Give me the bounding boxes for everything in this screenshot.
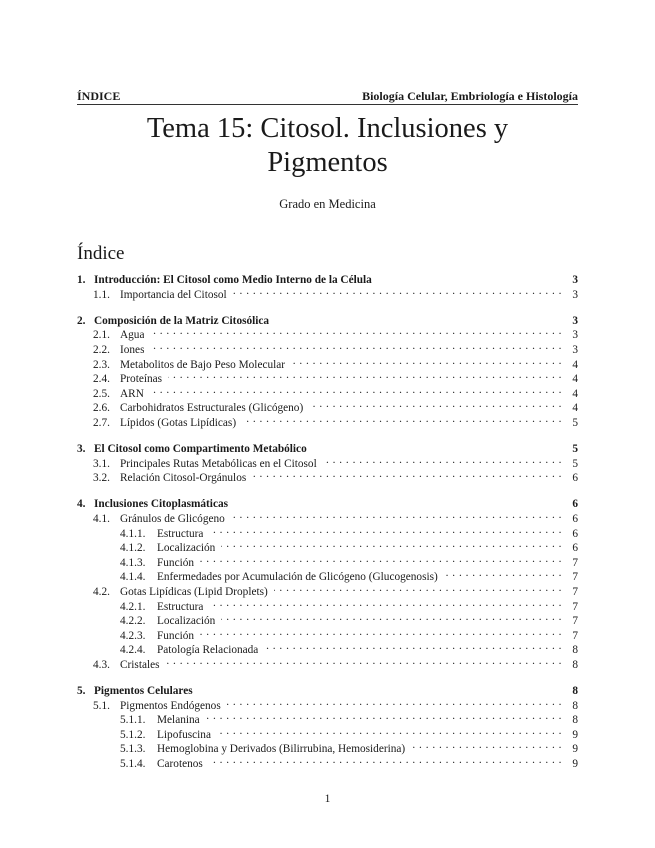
toc-entry-title: Carbohidratos Estructurales (Glicógeno)	[120, 402, 304, 415]
toc-entry[interactable]	[77, 699, 578, 713]
toc-entry[interactable]	[77, 401, 578, 415]
toc-entry-title: Hemoglobina y Derivados (Bilirrubina, Hemosiderina)	[157, 743, 406, 756]
toc-entry-title: Enfermedades por Acumulación de Glicógeno (Glucogenosis)	[157, 571, 438, 584]
toc-entry-number: 4.1.3.	[120, 556, 146, 569]
toc-entry[interactable]	[77, 658, 578, 672]
toc-dot-leader	[411, 742, 562, 752]
toc-entry-number: 3.1.	[93, 457, 110, 470]
toc-entry-title: Gránulos de Glicógeno	[120, 512, 225, 525]
toc-entry-title: El Citosol como Compartimento Metabólico	[94, 443, 307, 455]
toc-entry-number: 4.2.3.	[120, 629, 146, 642]
toc-dot-leader	[168, 372, 562, 382]
toc-entry-title: Iones	[120, 343, 145, 356]
toc-entry-number: 5.1.2.	[120, 728, 146, 741]
toc-entry-number: 4.2.	[93, 585, 110, 598]
toc-entry-number: 5.	[77, 685, 86, 697]
toc-entry[interactable]	[77, 541, 578, 555]
toc-dot-leader	[166, 658, 562, 668]
toc-entry-title: Localización	[157, 542, 216, 555]
toc-entry[interactable]	[77, 614, 578, 628]
toc-entry-title: Inclusiones Citoplasmáticas	[94, 498, 229, 511]
page-number: 1	[324, 793, 331, 805]
toc-entry-page: 8	[572, 658, 578, 671]
toc-dot-leader	[209, 600, 562, 610]
toc-dot-leader	[150, 343, 562, 353]
toc-entry-title: Función	[157, 629, 195, 642]
toc-entry-title: Pigmentos Celulares	[94, 685, 193, 697]
toc-entry[interactable]	[77, 273, 578, 287]
toc-entry[interactable]	[77, 328, 578, 342]
toc-entry-title: Localización	[157, 615, 216, 628]
toc-dot-leader	[444, 570, 562, 580]
toc-heading: Índice	[77, 243, 125, 264]
toc-entry-number: 4.3.	[93, 658, 110, 671]
toc-entry[interactable]	[77, 512, 578, 526]
toc-entry-number: 2.1.	[93, 329, 110, 342]
toc-entry[interactable]	[77, 358, 578, 372]
toc-entry[interactable]	[77, 497, 578, 511]
toc-dot-leader	[264, 643, 562, 653]
toc-entry[interactable]	[77, 556, 578, 570]
toc-entry[interactable]	[77, 570, 578, 584]
toc-entry-page: 8	[572, 685, 578, 697]
toc-entry-page: 4	[572, 373, 578, 386]
toc-entry-page: 9	[572, 743, 578, 756]
toc-entry-page: 7	[572, 629, 578, 642]
title-line-1: Tema 15: Citosol. Inclusiones y	[146, 113, 509, 144]
toc-entry-title: Principales Rutas Metabólicas en el Citosol	[120, 457, 317, 470]
toc-entry-number: 5.1.3.	[120, 743, 146, 756]
toc-entry[interactable]	[77, 471, 578, 485]
document-subtitle: Grado en Medicina	[279, 197, 376, 211]
toc-entry[interactable]	[77, 643, 578, 657]
toc-entry-page: 3	[572, 288, 578, 301]
toc-dot-leader	[200, 556, 562, 566]
toc-dot-leader	[274, 585, 562, 595]
toc-entry[interactable]	[77, 629, 578, 643]
table-of-contents	[77, 0, 578, 848]
toc-entry[interactable]	[77, 527, 578, 541]
toc-entry-number: 2.	[77, 314, 86, 327]
toc-entry-number: 4.1.	[93, 512, 110, 525]
toc-entry-page: 4	[572, 358, 578, 371]
toc-entry-title: Proteínas	[120, 373, 163, 386]
toc-entry[interactable]	[77, 372, 578, 386]
toc-entry[interactable]	[77, 442, 578, 456]
toc-entry-page: 3	[572, 274, 578, 286]
toc-dot-leader	[291, 358, 562, 368]
toc-entry-number: 1.1.	[93, 288, 110, 301]
toc-dot-leader	[252, 471, 562, 481]
toc-entry-page: 4	[572, 402, 578, 415]
toc-entry-number: 3.	[77, 443, 86, 455]
toc-entry[interactable]	[77, 757, 578, 771]
toc-dot-leader	[150, 328, 562, 338]
toc-entry-number: 4.2.2.	[120, 615, 146, 628]
toc-entry[interactable]	[77, 600, 578, 614]
toc-dot-leader	[209, 757, 562, 767]
toc-entry-title: Estructura	[157, 600, 204, 613]
toc-entry-number: 2.7.	[93, 416, 110, 429]
toc-entry-page: 6	[572, 498, 578, 511]
toc-entry-number: 4.	[77, 498, 86, 511]
toc-entry-page: 3	[572, 329, 578, 342]
toc-entry-page: 7	[572, 571, 578, 584]
toc-entry-title: Composición de la Matriz Citosólica	[94, 314, 270, 327]
toc-dot-leader	[200, 629, 562, 639]
toc-entry-page: 5	[572, 457, 578, 470]
toc-entry[interactable]	[77, 288, 578, 302]
toc-dot-leader	[234, 497, 562, 507]
toc-dot-leader	[221, 541, 562, 551]
toc-entry-page: 7	[572, 615, 578, 628]
toc-entry-title: Pigmentos Endógenos	[120, 699, 221, 712]
toc-entry-number: 2.5.	[93, 387, 110, 400]
toc-dot-leader	[209, 527, 562, 537]
toc-dot-leader	[233, 288, 562, 298]
toc-entry-title: Importancia del Citosol	[120, 288, 227, 301]
toc-entry-title: Función	[157, 556, 195, 569]
toc-entry-number: 2.6.	[93, 402, 110, 415]
toc-entry[interactable]	[77, 728, 578, 742]
toc-entry[interactable]	[77, 742, 578, 756]
toc-entry-title: Introducción: El Citosol como Medio Interno de la Célula	[94, 274, 372, 286]
toc-entry-number: 1.	[77, 274, 86, 286]
toc-entry-page: 7	[572, 585, 578, 598]
toc-entry-title: Carotenos	[157, 758, 203, 770]
header-left: ÍNDICE	[77, 89, 121, 103]
toc-entry-page: 6	[572, 542, 578, 555]
toc-entry-page: 5	[572, 416, 578, 429]
toc-entry-page: 3	[572, 314, 578, 327]
toc-entry[interactable]	[77, 416, 578, 430]
header-right: Biología Celular, Embriología e Histología	[362, 89, 578, 103]
toc-entry-page: 8	[572, 714, 578, 727]
toc-entry-title: Lípidos (Gotas Lipídicas)	[120, 416, 237, 429]
toc-dot-leader	[378, 273, 562, 283]
toc-entry[interactable]	[77, 713, 578, 727]
toc-dot-leader	[199, 684, 562, 694]
toc-entry-number: 2.2.	[93, 343, 110, 356]
toc-entry-title: Metabolitos de Bajo Peso Molecular	[120, 358, 286, 371]
toc-entry[interactable]	[77, 684, 578, 698]
toc-entry-page: 5	[572, 443, 578, 455]
toc-dot-leader	[275, 314, 562, 324]
toc-entry-page: 9	[572, 728, 578, 741]
toc-entry-title: ARN	[120, 387, 144, 400]
toc-entry[interactable]	[77, 585, 578, 599]
toc-entry-title: Estructura	[157, 527, 204, 540]
toc-entry-page: 6	[572, 527, 578, 540]
toc-entry-number: 4.2.4.	[120, 644, 146, 657]
toc-entry-number: 5.1.4.	[120, 758, 146, 770]
toc-entry-page: 8	[572, 644, 578, 657]
toc-entry-number: 4.1.1.	[120, 527, 146, 540]
toc-entry-number: 5.1.	[93, 699, 110, 712]
toc-dot-leader	[323, 457, 562, 467]
toc-dot-leader	[221, 614, 562, 624]
toc-entry-number: 2.3.	[93, 358, 110, 371]
toc-entry-title: Cristales	[120, 658, 160, 671]
toc-entry[interactable]	[77, 314, 578, 328]
toc-entry-number: 3.2.	[93, 472, 110, 485]
toc-entry-title: Melanina	[157, 714, 200, 727]
toc-entry-title: Lipofuscina	[157, 728, 211, 741]
toc-entry[interactable]	[77, 457, 578, 471]
toc-entry-number: 4.1.4.	[120, 571, 146, 584]
toc-entry-page: 4	[572, 387, 578, 400]
toc-entry[interactable]	[77, 343, 578, 357]
toc-dot-leader	[206, 713, 562, 723]
toc-dot-leader	[227, 699, 562, 709]
toc-entry-page: 6	[572, 472, 578, 485]
toc-dot-leader	[309, 401, 562, 411]
toc-dot-leader	[242, 416, 562, 426]
toc-dot-leader	[231, 512, 562, 522]
toc-entry-page: 7	[572, 600, 578, 613]
title-line-2: Pigmentos	[267, 147, 388, 178]
toc-entry-title: Patología Relacionada	[157, 644, 259, 657]
toc-entry-page: 7	[572, 556, 578, 569]
toc-entry-page: 9	[572, 758, 578, 770]
toc-entry-title: Relación Citosol-Orgánulos	[120, 472, 247, 485]
toc-entry-title: Agua	[120, 329, 145, 342]
toc-entry-page: 8	[572, 699, 578, 712]
toc-entry-number: 4.1.2.	[120, 542, 146, 555]
toc-entry-number: 5.1.1.	[120, 714, 146, 727]
toc-entry-title: Gotas Lipídicas (Lipid Droplets)	[120, 585, 268, 598]
toc-entry-page: 3	[572, 343, 578, 356]
toc-dot-leader	[150, 387, 562, 397]
toc-entry-number: 2.4.	[93, 373, 110, 386]
toc-dot-leader	[313, 442, 562, 452]
toc-entry[interactable]	[77, 387, 578, 401]
toc-entry-number: 4.2.1.	[120, 600, 146, 613]
toc-entry-page: 6	[572, 512, 578, 525]
toc-dot-leader	[217, 728, 562, 738]
